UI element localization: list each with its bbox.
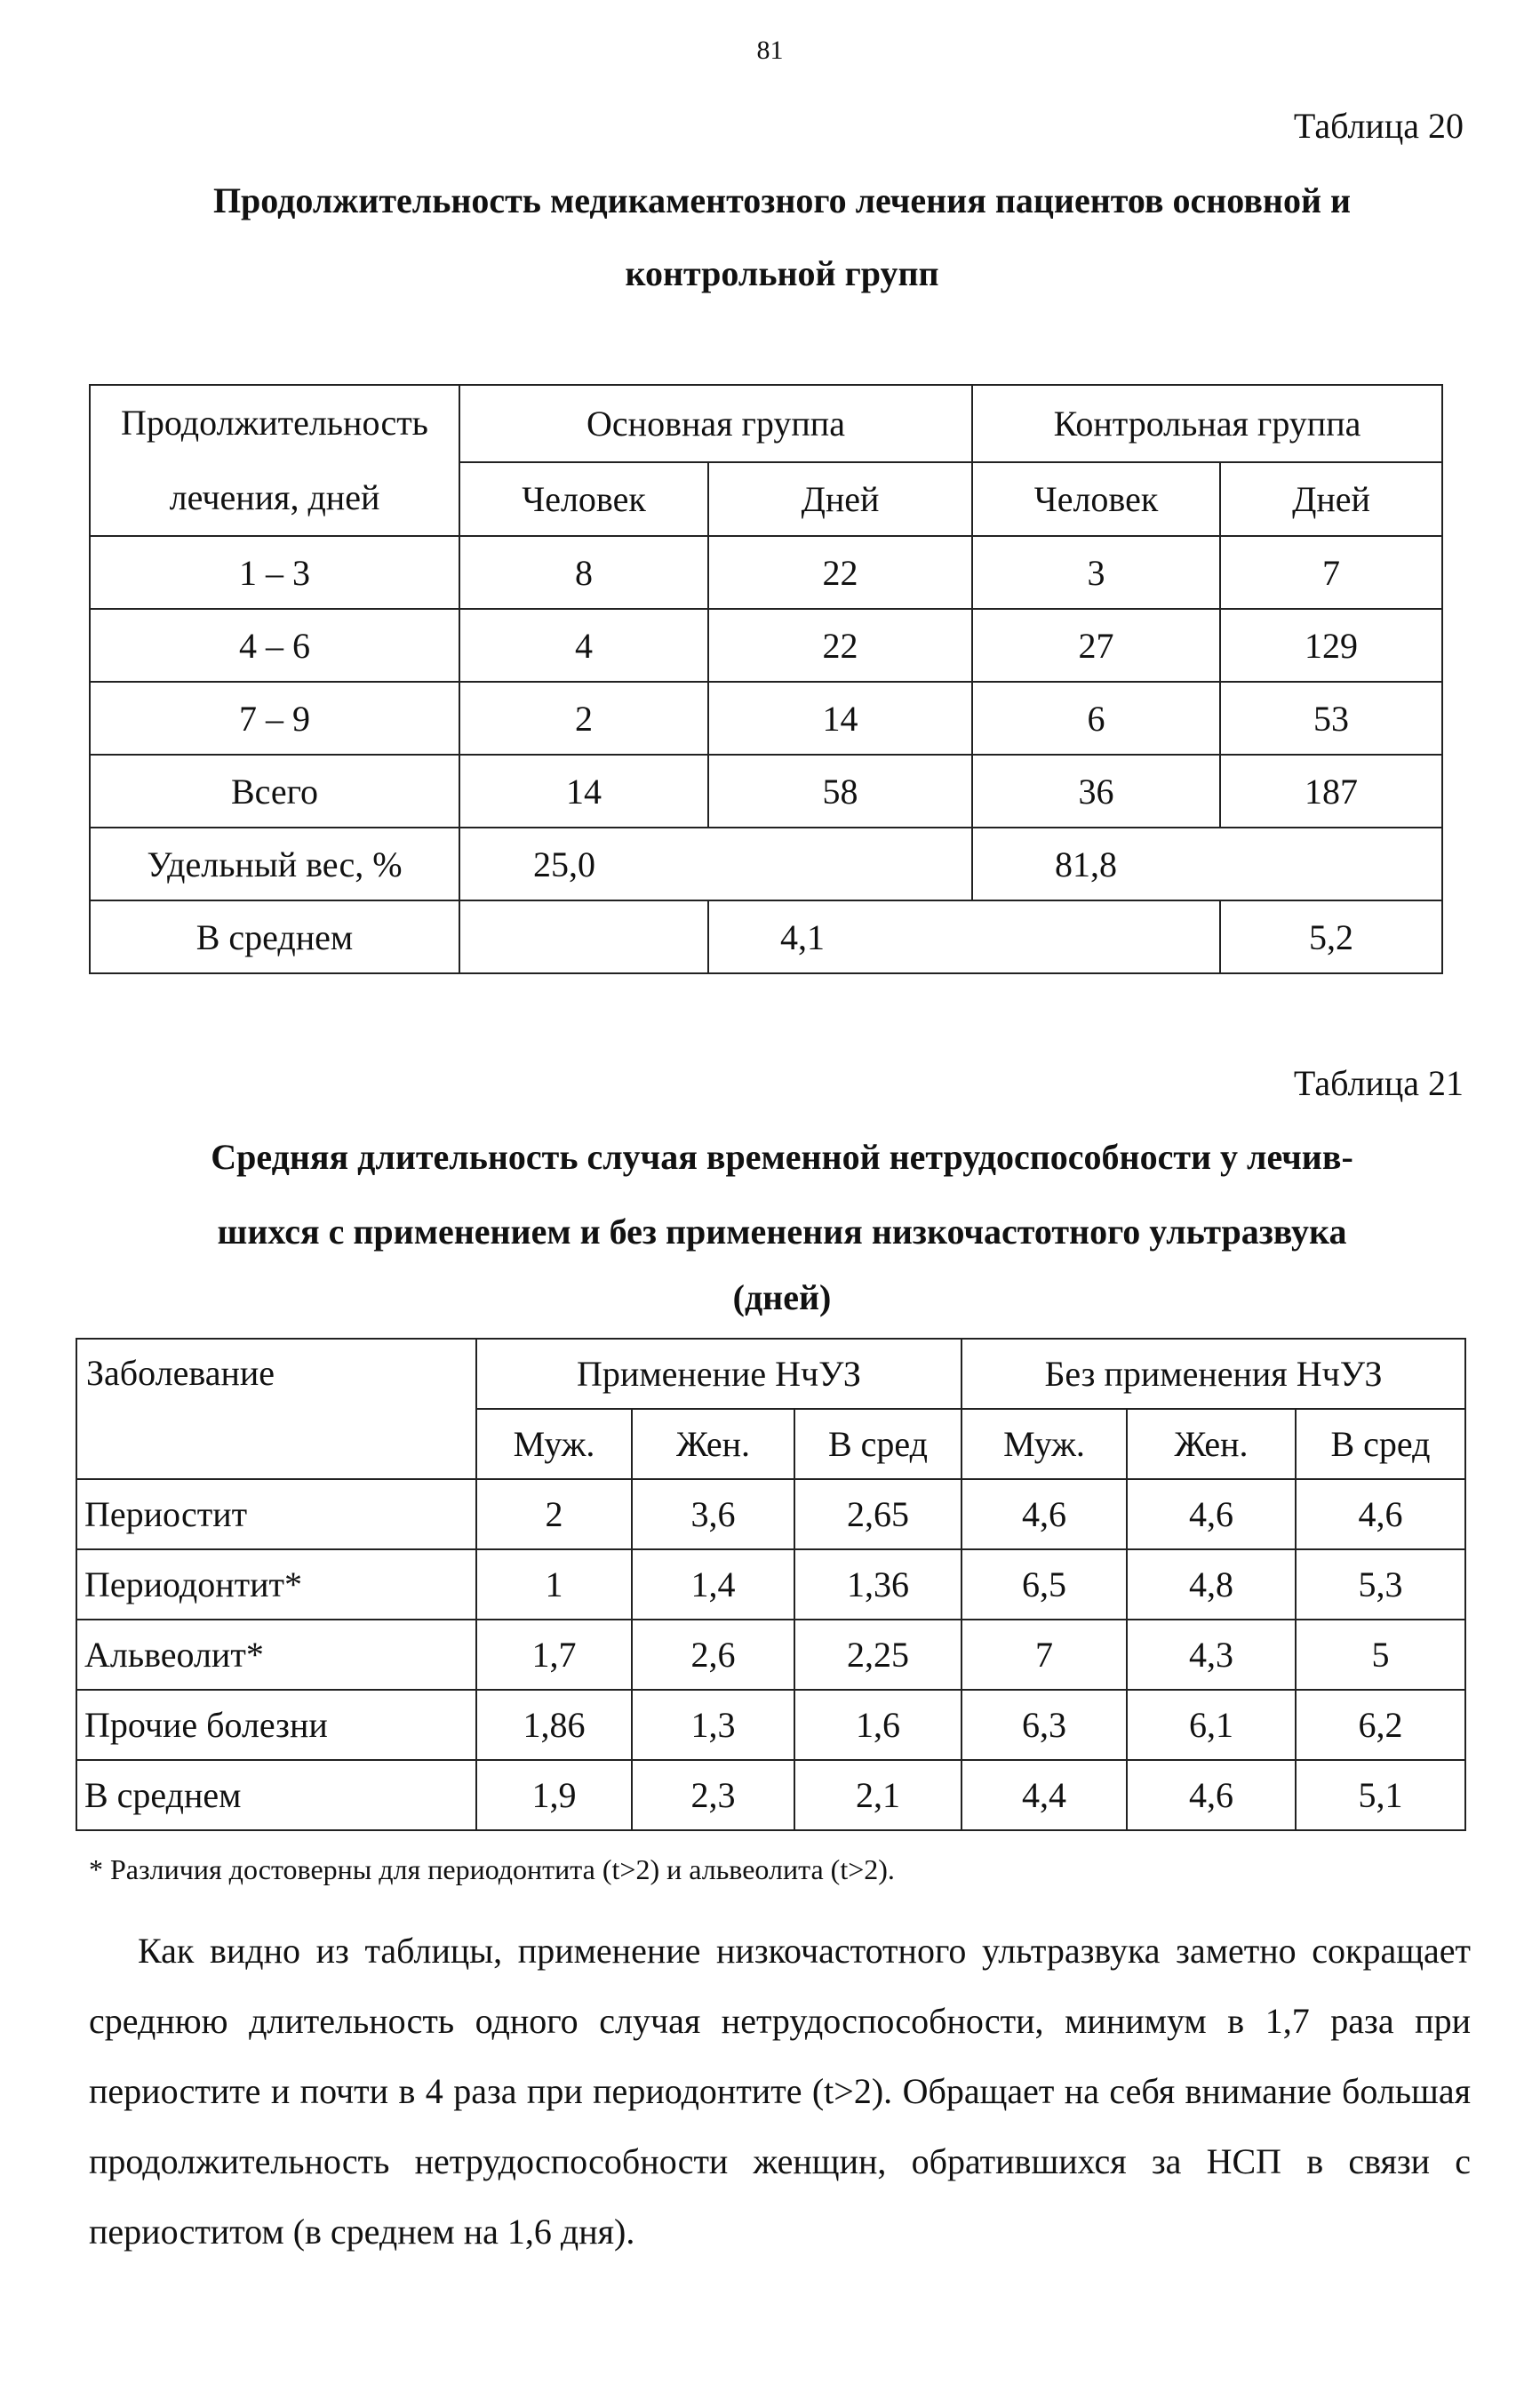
paragraph-text: Как видно из таблицы, применение низкочастотного ультразвука заметно сокращает среднюю длительность одного случая нетрудоспособности, минимум в 1,7 раза при периостите и почти в 4 раза при периодонтите (t>2). Обращает на себя внимание большая продолжительность нетрудоспособности женщин, обратившихся за НСП в связи с периоститом (в среднем на 1,6 дня).	[89, 1931, 1471, 2252]
table-21-title-line-3: (дней)	[732, 1277, 832, 1317]
page-number: 81	[756, 36, 784, 65]
t21-cell: 2,6	[632, 1620, 794, 1690]
t20-row-label: 7 – 9	[90, 682, 459, 755]
t20-cell: 3	[972, 536, 1220, 609]
t20-row-label: 4 – 6	[90, 609, 459, 682]
table-row	[90, 755, 1442, 828]
t21-cell: 6,1	[1127, 1690, 1296, 1760]
t21-cell: 1,4	[632, 1549, 794, 1620]
table-row	[90, 682, 1442, 755]
t20-average-ctrl: 5,2	[1220, 900, 1442, 973]
table-20-title-line-2: контрольной групп	[625, 253, 939, 293]
table-21-title-line-1: Средняя длительность случая временной нетрудоспособности у лечив-	[211, 1137, 1353, 1177]
t20-cell: 22	[708, 609, 972, 682]
t20-header-ctrl-people: Человек	[972, 462, 1220, 536]
t21-cell: 4,4	[962, 1760, 1127, 1830]
t20-row-label: 1 – 3	[90, 536, 459, 609]
t20-cell: 4	[459, 609, 708, 682]
t21-row-label: Альвеолит*	[76, 1620, 476, 1690]
table-row	[90, 900, 1442, 973]
t21-row-label: В среднем	[76, 1760, 476, 1830]
t21-cell: 7	[962, 1620, 1127, 1690]
table-row	[76, 1760, 1465, 1830]
table-row	[76, 1690, 1465, 1760]
t20-row-label: Всего	[90, 755, 459, 828]
t21-header-with-male: Муж.	[476, 1409, 632, 1479]
t21-cell: 4,6	[1127, 1760, 1296, 1830]
t21-cell: 1,7	[476, 1620, 632, 1690]
t20-cell: 36	[972, 755, 1220, 828]
t21-header-with-avg: В сред	[794, 1409, 962, 1479]
t21-cell: 2,3	[632, 1760, 794, 1830]
table-row	[90, 536, 1442, 609]
t21-row-label: Периодонтит*	[76, 1549, 476, 1620]
t20-cell: 2	[459, 682, 708, 755]
table-row	[90, 828, 1442, 900]
t21-cell: 1	[476, 1549, 632, 1620]
t21-cell: 4,6	[1127, 1479, 1296, 1549]
t20-cell: 7	[1220, 536, 1442, 609]
t20-cell: 27	[972, 609, 1220, 682]
table-row	[76, 1479, 1465, 1549]
t20-header-main-group: Основная группа	[459, 385, 972, 462]
t20-cell: 14	[708, 682, 972, 755]
table-21	[76, 1338, 1466, 1831]
t20-cell: 58	[708, 755, 972, 828]
t20-cell: 129	[1220, 609, 1442, 682]
t21-cell: 5,1	[1296, 1760, 1465, 1830]
t20-header-main-people: Человек	[459, 462, 708, 536]
t21-cell: 2,1	[794, 1760, 962, 1830]
t21-header-without-avg: В сред	[1296, 1409, 1465, 1479]
t20-header-control-group: Контрольная группа	[972, 385, 1442, 462]
t21-cell: 6,5	[962, 1549, 1127, 1620]
body-paragraph	[89, 1916, 1471, 2267]
t21-cell: 2,25	[794, 1620, 962, 1690]
t21-cell: 6,2	[1296, 1690, 1465, 1760]
t20-average-empty	[459, 900, 708, 973]
t21-cell: 3,6	[632, 1479, 794, 1549]
t21-row-label: Периостит	[76, 1479, 476, 1549]
t21-header-disease: Заболевание	[76, 1339, 476, 1479]
table-21-label: Таблица 21	[1293, 1063, 1464, 1103]
t20-share-ctrl: 81,8	[972, 828, 1442, 900]
table-row	[76, 1549, 1465, 1620]
t21-cell: 1,36	[794, 1549, 962, 1620]
t20-average-label: В среднем	[90, 900, 459, 973]
t20-average-main-value: 4,1	[780, 916, 825, 957]
t21-cell: 4,8	[1127, 1549, 1296, 1620]
t21-cell: 1,9	[476, 1760, 632, 1830]
t20-header-duration-line-1: Продолжительность	[121, 403, 428, 443]
t21-cell: 4,6	[962, 1479, 1127, 1549]
table-21-footnote: * Различия достоверны для периодонтита (t>2) и альвеолита (t>2).	[89, 1853, 895, 1885]
t21-cell: 4,3	[1127, 1620, 1296, 1690]
t20-cell: 6	[972, 682, 1220, 755]
t21-cell: 2,65	[794, 1479, 962, 1549]
table-row	[76, 1620, 1465, 1690]
t20-average-main	[708, 900, 1220, 973]
t21-cell: 1,6	[794, 1690, 962, 1760]
t20-average-ctrl-empty	[972, 916, 1219, 958]
t21-row-label: Прочие болезни	[76, 1690, 476, 1760]
table-20-title	[89, 164, 1475, 310]
table-20	[89, 384, 1443, 974]
t21-header-without-male: Муж.	[962, 1409, 1127, 1479]
t20-header-duration	[90, 385, 459, 536]
t20-share-label: Удельный вес, %	[90, 828, 459, 900]
t21-cell: 5,3	[1296, 1549, 1465, 1620]
table-21-title	[89, 1120, 1475, 1326]
t20-share-main: 25,0	[459, 828, 972, 900]
t20-cell: 8	[459, 536, 708, 609]
t21-cell: 5	[1296, 1620, 1465, 1690]
t21-cell: 2	[476, 1479, 632, 1549]
t21-cell: 1,86	[476, 1690, 632, 1760]
t21-cell: 4,6	[1296, 1479, 1465, 1549]
table-20-label: Таблица 20	[1293, 106, 1464, 146]
t20-header-main-days: Дней	[708, 462, 972, 536]
t21-header-with-female: Жен.	[632, 1409, 794, 1479]
t21-header-with-us: Применение НчУЗ	[476, 1339, 962, 1409]
t21-header-without-female: Жен.	[1127, 1409, 1296, 1479]
t20-cell: 14	[459, 755, 708, 828]
table-row	[90, 609, 1442, 682]
t21-cell: 1,3	[632, 1690, 794, 1760]
t20-header-duration-line-2: лечения, дней	[169, 477, 380, 517]
t20-header-ctrl-days: Дней	[1220, 462, 1442, 536]
t20-cell: 187	[1220, 755, 1442, 828]
table-21-title-line-2: шихся с применением и без применения низкочастотного ультразвука	[217, 1212, 1347, 1252]
t21-header-without-us: Без применения НчУЗ	[962, 1339, 1465, 1409]
t21-cell: 6,3	[962, 1690, 1127, 1760]
t20-cell: 53	[1220, 682, 1442, 755]
t20-cell: 22	[708, 536, 972, 609]
table-20-title-line-1: Продолжительность медикаментозного лечения пациентов основной и	[212, 180, 1352, 220]
